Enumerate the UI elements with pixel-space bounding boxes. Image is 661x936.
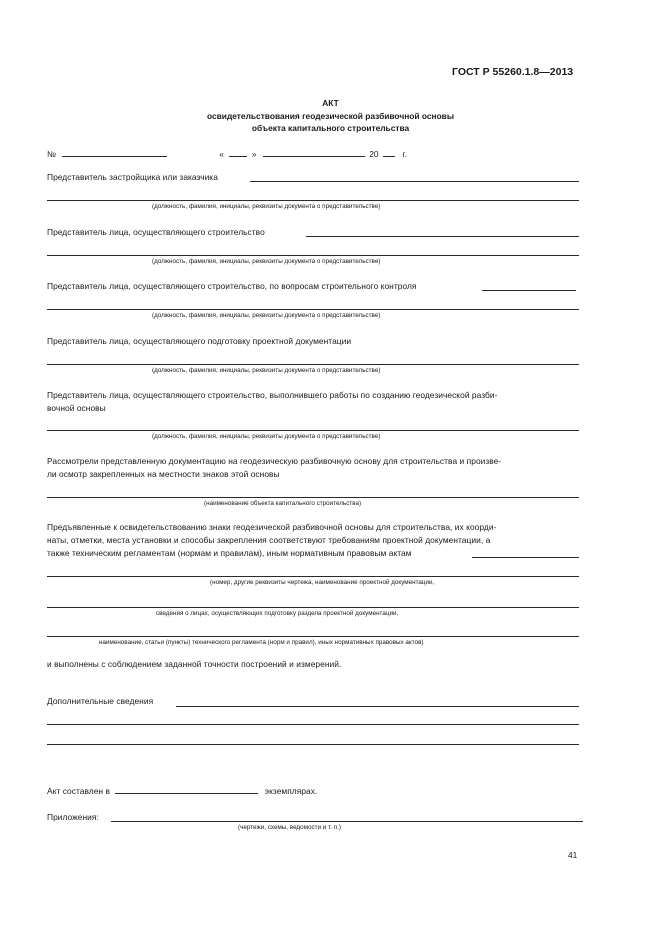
act-number-field[interactable]	[62, 148, 167, 157]
year-prefix: 20	[369, 149, 379, 159]
builder-control-label: Представитель лица, осуществляющего строительство, по вопросам строительного контроля	[47, 281, 417, 291]
drawing-field[interactable]	[47, 576, 579, 577]
geodesic-caption: (должность, фамилия, инициалы, реквизиты документа о представительстве)	[152, 433, 381, 440]
appendices-label: Приложения:	[47, 812, 99, 822]
geodesic-label-1: Представитель лица, осуществляющего строительство, выполнившего работы по созданию геодезической разби-	[47, 390, 498, 400]
designer-field[interactable]	[47, 364, 579, 365]
additional-field-1[interactable]	[176, 706, 579, 707]
reviewed-label-1: Рассмотрели представленную документацию на геодезическую разбивочную основу для строительства и произве-	[47, 456, 502, 466]
copies-prefix: Акт составлен в	[47, 786, 110, 796]
regulations-field[interactable]	[472, 557, 579, 558]
developer-field-2[interactable]	[47, 200, 579, 201]
act-number-row	[47, 148, 407, 158]
copies-row	[47, 785, 317, 795]
builder-control-field-2[interactable]	[47, 309, 579, 310]
object-name-caption: (наименование объекта капитального строительства)	[204, 500, 362, 507]
presented-label-2: наты, отметки, места установки и способы закрепления соответствуют требованиям проектной документации, а	[47, 535, 491, 545]
copies-suffix: экземплярах.	[264, 786, 318, 796]
act-title: АКТ	[322, 98, 339, 108]
persons-caption: сведения о лицах, осуществляющих подготовку раздела проектной документации,	[156, 610, 399, 617]
builder-field-2[interactable]	[47, 255, 579, 256]
month-field[interactable]	[263, 148, 365, 157]
regulations-detail-field[interactable]	[47, 636, 579, 637]
number-label: №	[47, 149, 57, 159]
presented-label-3: также техническим регламентам (нормам и правилам), иным нормативным правовым актам	[47, 548, 412, 558]
appendices-caption: (чертежи, схемы, ведомости и т. п.)	[238, 824, 341, 831]
additional-field-2[interactable]	[47, 724, 579, 725]
persons-field[interactable]	[47, 607, 579, 608]
year-field[interactable]	[383, 148, 395, 157]
drawing-caption: (номер, другие реквизиты чертежа, наименование проектной документации,	[210, 579, 435, 586]
builder-caption: (должность, фамилия, инициалы, реквизиты документа о представительстве)	[152, 258, 381, 265]
additional-label: Дополнительные сведения	[47, 696, 154, 706]
additional-field-3[interactable]	[47, 744, 579, 745]
quote-open: «	[219, 149, 224, 159]
builder-control-field[interactable]	[482, 290, 576, 291]
regulations-caption: наименование, статьи (пункты) технического регламента (норм и правил), иных нормативных правовых актов)	[99, 639, 424, 646]
copies-count-field[interactable]	[115, 785, 258, 794]
developer-caption: (должность, фамилия, инициалы, реквизиты документа о представительстве)	[152, 203, 381, 210]
page-number: 41	[568, 850, 578, 860]
builder-control-caption: (должность, фамилия, инициалы, реквизиты документа о представительстве)	[152, 312, 381, 319]
designer-label: Представитель лица, осуществляющего подготовку проектной документации	[47, 336, 352, 346]
executed-statement: и выполнены с соблюдением заданной точности построений и измерений.	[47, 659, 342, 669]
day-field[interactable]	[229, 148, 247, 157]
geodesic-label-2: вочной основы	[47, 403, 106, 413]
designer-caption: (должность, фамилия, инициалы, реквизиты документа о представительстве)	[152, 367, 381, 374]
developer-label: Представитель застройщика или заказчика	[47, 172, 218, 182]
builder-field[interactable]	[306, 236, 579, 237]
developer-field[interactable]	[250, 181, 579, 182]
standard-designation: ГОСТ Р 55260.1.8—2013	[452, 66, 574, 78]
object-name-field[interactable]	[47, 497, 579, 498]
geodesic-field[interactable]	[47, 430, 579, 431]
act-subtitle-2: объекта капитального строительства	[251, 123, 410, 133]
builder-label: Представитель лица, осуществляющего строительство	[47, 227, 265, 237]
quote-close: »	[251, 149, 257, 159]
reviewed-label-2: ли осмотр закрепленных на местности знаков этой основы	[47, 469, 280, 479]
appendices-field[interactable]	[111, 821, 583, 822]
act-subtitle-1: освидетельствования геодезической разбивочной основы	[206, 111, 454, 121]
year-suffix: г.	[402, 149, 407, 159]
presented-label-1: Предъявленные к освидетельствованию знаки геодезической разбивочной основы для строительства, их коорди-	[47, 522, 497, 532]
